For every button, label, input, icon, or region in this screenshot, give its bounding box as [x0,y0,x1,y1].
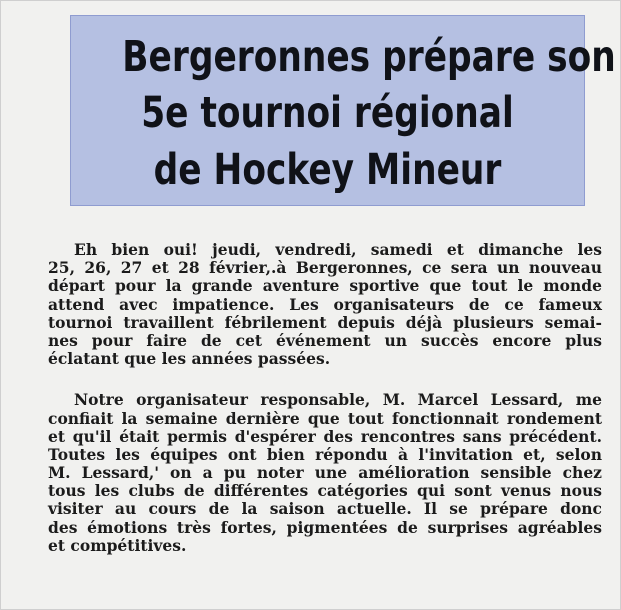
paragraph-2 [48,390,602,555]
text-line: et compétitives. [48,535,187,555]
text-line: éclatant que les années passées. [48,349,331,369]
text-line: tournoi travaillent fébrilement depuis déjà plusieurs semai- [48,312,602,332]
headline-box [70,15,616,206]
headline-line-2: 5e tournoi régional [141,88,514,138]
text-line: et qu'il était permis d'espérer des rencontres sans précédent. [48,426,602,446]
text-line: départ pour la grande aventure sportive que tout le monde [48,276,602,296]
text-line: attend avec impatience. Les organisateurs de ce fameux [48,294,602,314]
paragraph-1 [48,240,602,369]
text-line: visiter au cours de la saison actuelle. Il se prépare donc [48,499,602,519]
text-line: confiait la semaine dernière que tout fonctionnait rondement [48,408,602,428]
text-line: M. Lessard,' on a pu noter une amélioration sensible chez [48,463,602,483]
text-line: Toutes les équipes ont bien répondu à l'invitation et, selon [48,444,602,464]
text-line: des émotions très fortes, pigmentées de surprises agréables [48,517,602,537]
headline-line-1: Bergeronnes prépare son [122,32,616,82]
text-line: 25, 26, 27 et 28 février,.à Bergeronnes, ce sera un nouveau [48,258,602,278]
text-line: Eh bien oui! jeudi, vendredi, samedi et dimanche les [74,240,602,259]
text-line: Notre organisateur responsable, M. Marcel Lessard, me [74,390,602,410]
headline-line-3: de Hockey Mineur [153,145,502,195]
text-line: tous les clubs de différentes catégories qui sont venus nous [48,481,602,501]
text-line: nes pour faire de cet événement un succès encore plus [48,330,602,350]
article-body [48,240,602,555]
